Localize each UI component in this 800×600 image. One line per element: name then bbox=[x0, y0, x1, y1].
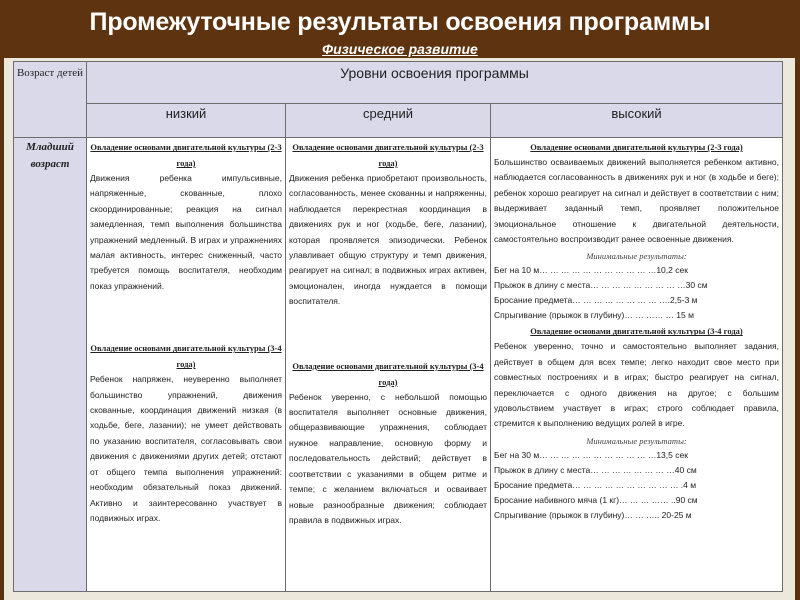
levels-header: Уровни освоения программы bbox=[87, 62, 783, 104]
slide-subtitle: Физическое развитие bbox=[322, 41, 478, 57]
low-block2-title: Овладение основами двигательной культуры (3-4 года) bbox=[90, 343, 282, 370]
high-block1-text: Большинство осваиваемых движений выполняется ребенком активно, наблюдается согласованность в движениях рук и ног (в ходьбе и беге); ребенок хорошо реагирует на сигнал и действует в соответствии с ним; выдерживает заданный темп, проявляет положительное эмоциональное отношение к двигательной деятельности, самостоятельно воспроизводит ранее освоенные движения. bbox=[494, 157, 780, 245]
high-min2-title: Минимальные результаты: bbox=[586, 435, 687, 446]
high-min1-item: Прыжок в длину с места… … … … … … … … …30 см bbox=[494, 280, 708, 291]
level-header-low: низкий bbox=[87, 104, 286, 138]
level-header-mid: средний bbox=[286, 104, 491, 138]
high-min2-item: Бросание предмета… … … … … … … … … … .4 м bbox=[494, 479, 697, 490]
high-block2-text: Ребенок уверенно, точно и самостоятельно выполняет задания, действует в общем для всех темпе; легко находит свое место при совместных построениях и в играх; быстро реагирует на сигнал, переключается с одного движения на другое; с большим удовольствием участвует в играх; строго соблюдает правила, стремится к выполнению ведущих ролей в игре. bbox=[494, 341, 780, 429]
high-block2-title: Овладение основами двигательной культуры (3-4 года) bbox=[530, 326, 743, 337]
high-min1-item: Бег на 10 м… … … … … … … … … … …10,2 сек bbox=[494, 265, 688, 276]
mid-block2-title: Овладение основами двигательной культуры (3-4 года) bbox=[292, 360, 484, 387]
high-min2-item: Спрыгивание (прыжок в глубину)… … ….. 20-25 м bbox=[494, 509, 692, 520]
mid-block2-text: Ребенок уверенно, с небольшой помощью воспитателя выполняет основные движения, общеразвивающие упражнения, соблюдает нужное направление, основную форму и последовательность действий; действует в соответствии с указаниями в общем ритме и темпе; с желанием включаться и осваивает новые разнообразные движения; соблюдает правила в подвижных играх. bbox=[289, 391, 487, 525]
low-level-cell bbox=[87, 138, 286, 592]
low-block1-title: Овладение основами двигательной культуры (2-3 года) bbox=[90, 142, 282, 168]
high-min2-item: Прыжок в длину с места… … … … … … … …40 см bbox=[494, 464, 697, 475]
low-block1-text: Движения ребенка импульсивные, напряженные, скованные, плохо скоординированные; реакция на сигнал замедленная, темп выполнения большинства упражнений медленный. В играх и упражнениях малая активность, интерес сниженный, часто требуется помощь воспитателя, необходим показ упражнений. bbox=[90, 173, 282, 291]
level-header-high: высокий bbox=[491, 104, 783, 138]
low-block2-text: Ребенок напряжен, неуверенно выполняет большинство упражнений, движения скованные, координация движений низкая (в ходьбе, беге, лазании); не умеет действовать по указанию воспитателя, согласовывать свои движения с движениями других детей; отстают от общего темпа выполнения упражнений: необходим обязательный показ движений. Активно и заинтересованно участвует в подвижных играх. bbox=[90, 374, 282, 523]
high-level-cell bbox=[491, 138, 783, 592]
high-min1-item: Спрыгивание (прыжок в глубину)… … …… … 15 м bbox=[494, 310, 694, 321]
results-table bbox=[13, 61, 783, 592]
slide-header bbox=[0, 0, 800, 64]
age-group-cell: Младший возраст bbox=[14, 138, 87, 592]
high-min1-title: Минимальные результаты: bbox=[586, 251, 687, 262]
high-min2-item: Бег на 30 м… … … … … … … … … … …13,5 сек bbox=[494, 449, 688, 460]
high-min2-item: Бросание набивного мяча (1 кг)… … … …… ..90 см bbox=[494, 494, 698, 505]
age-column-header: Возраст детей bbox=[14, 62, 87, 138]
high-min1-item: Бросание предмета… … … … … … … … ….2,5-3 м bbox=[494, 295, 698, 306]
high-block1-title: Овладение основами двигательной культуры (2-3 года) bbox=[530, 142, 743, 152]
mid-level-cell bbox=[286, 138, 491, 592]
slide-title: Промежуточные результаты освоения программы bbox=[89, 8, 711, 36]
mid-block1-text: Движения ребенка приобретают произвольность, согласованность, менее скованны и напряженны, наблюдается перекрестная координация в движениях рук и ног (ходьбе, беге, лазании), которая проявляется эпизодически. Ребенок улавливает общую структуру и темп движения, реагирует на сигнал; в подвижных играх активен, эмоционален, иногда нуждается в помощи воспитателя. bbox=[289, 173, 487, 307]
mid-block1-title: Овладение основами двигательной культуры (2-3 года) bbox=[292, 142, 484, 168]
